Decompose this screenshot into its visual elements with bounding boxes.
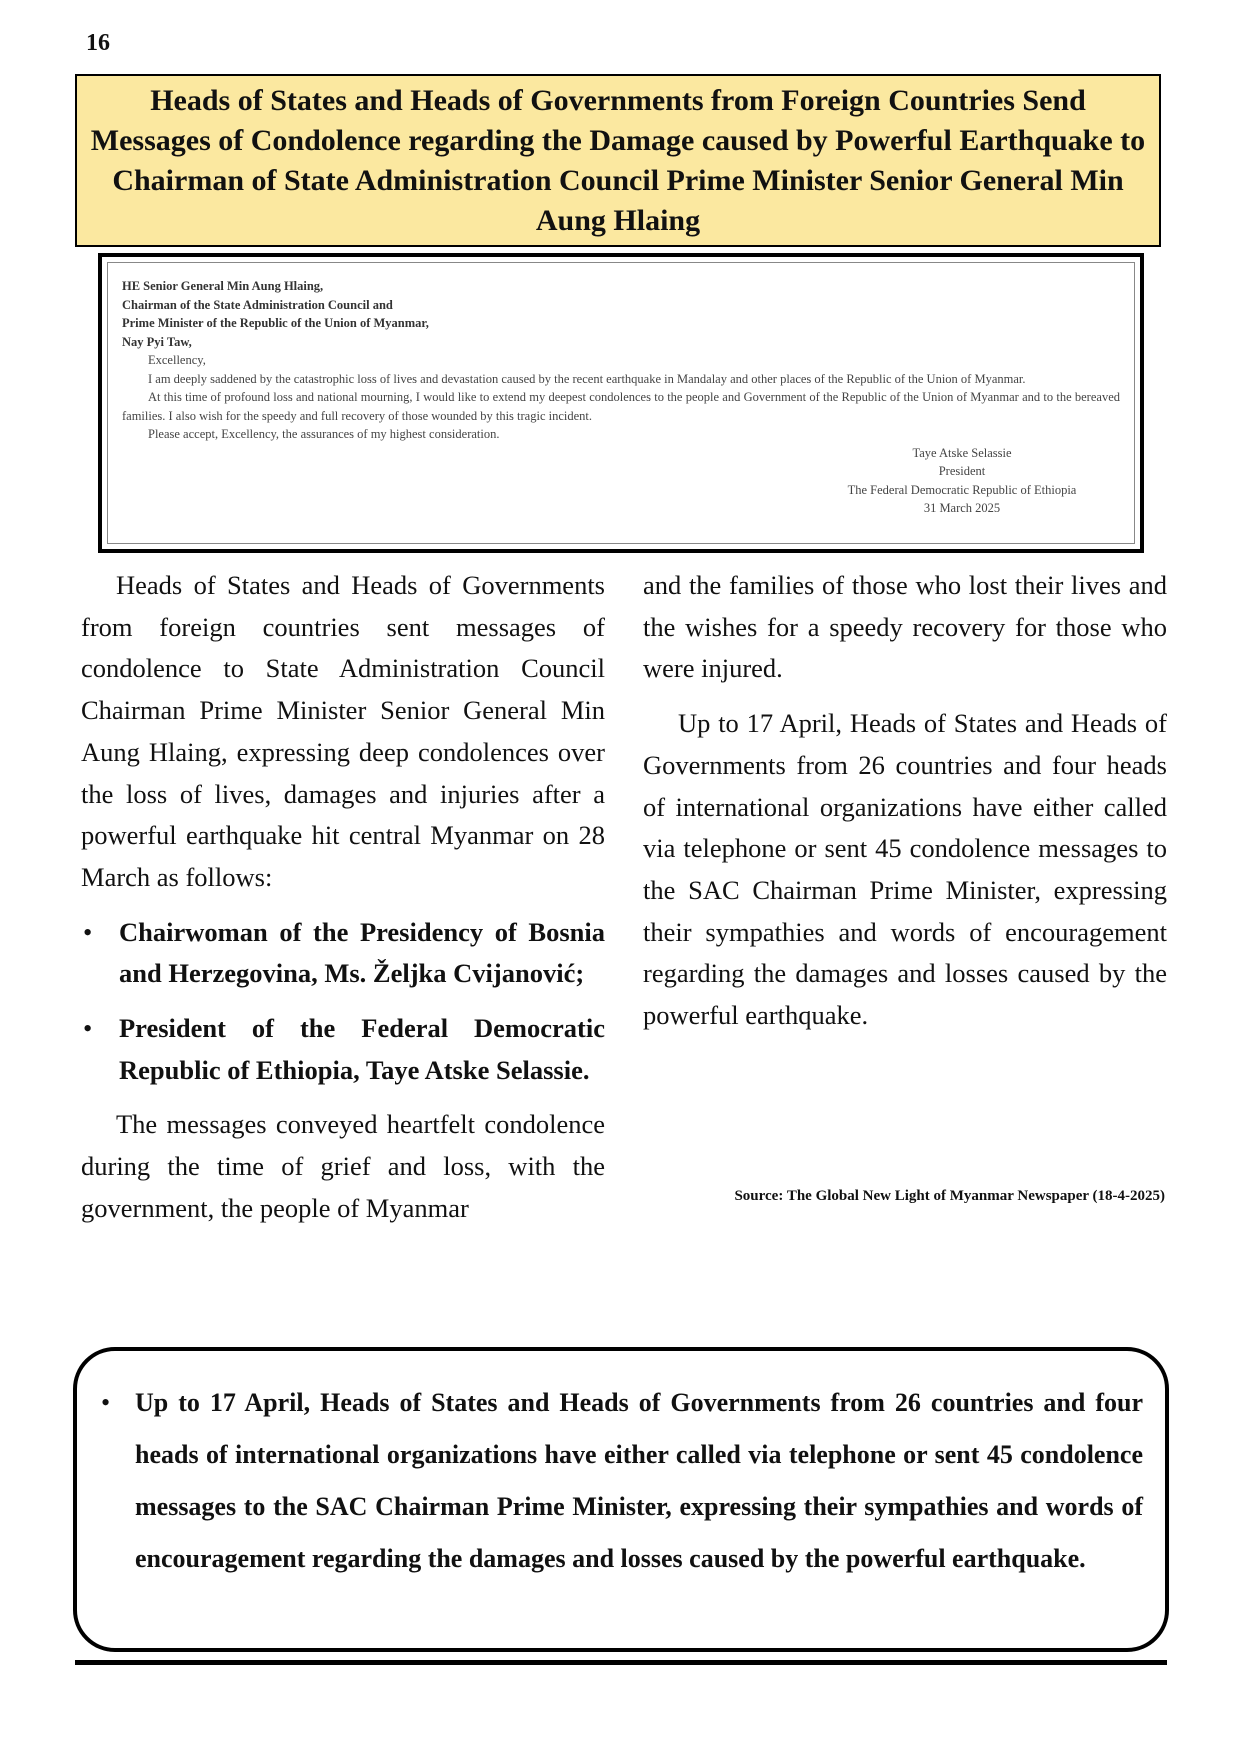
headline-box: [75, 74, 1161, 247]
sender-list: [81, 912, 605, 1092]
letter-paragraph: I am deeply saddened by the catastrophic loss of lives and devastation caused by the recent earthquake in Mandalay and other places of the Republic of the Union of Myanmar.: [148, 371, 1026, 386]
letter-signature-title: President: [938, 464, 986, 478]
letter-address-line: HE Senior General Min Aung Hlaing,: [122, 279, 324, 293]
article-intro: Heads of States and Heads of Governments from foreign countries sent messages of condolence to State Administration Council Chairman Prime Minister Senior General Min Aung Hlaing, expressing deep condolences over the loss of lives, damages and injuries after a powerful earthquake hit central Myanmar on 28 March as follows:: [81, 570, 605, 892]
letter-address-line: Chairman of the State Administration Council and: [122, 297, 393, 312]
letter-signature-country: The Federal Democratic Republic of Ethiopia: [847, 482, 1077, 497]
headline-title: Heads of States and Heads of Governments from Foreign Countries Send Messages of Condolence regarding the Damage caused by Powerful Earthquake to Chairman of State Administration Council Prime Minister Senior General Min Aung Hlaing: [90, 83, 1146, 237]
letter-content: [107, 262, 1135, 544]
summary-item: [99, 1377, 1143, 1585]
page-number: 16: [86, 30, 110, 56]
summary-text: Up to 17 April, Heads of States and Heads of Governments from 26 countries and four heads of international organizations have either called via telephone or sent 45 condolence messages to the SAC Chairman Prime Minister, expressing their sympathies and words of encouragement regarding the damages and losses caused by the powerful earthquake.: [135, 1388, 1143, 1573]
sender-list-item: • President of the Federal Democratic Republic of Ethiopia, Taye Atske Selassie.: [81, 1008, 605, 1091]
footer-rule: [75, 1660, 1167, 1665]
article-paragraph: Up to 17 April, Heads of States and Heads of Governments from 26 countries and four heads of international organizations have either called via telephone or sent 45 condolence messages to the SAC Chairman Prime Minister, expressing their sympathies and words of encouragement regarding the damages and losses caused by the powerful earthquake.: [643, 708, 1167, 1031]
article-column-left: [81, 565, 605, 1243]
condolence-letter-image: [98, 253, 1144, 553]
source-credit: Source: The Global New Light of Myanmar Newspaper (18-4-2025): [734, 1188, 1165, 1204]
letter-address-line: Nay Pyi Taw,: [122, 334, 192, 349]
article-paragraph-continued: and the families of those who lost their lives and the wishes for a speedy recovery for those who were injured.: [643, 570, 1167, 684]
summary-box: [73, 1347, 1169, 1652]
letter-salutation: Excellency,: [148, 353, 206, 367]
letter-paragraph: At this time of profound loss and national mourning, I would like to extend my deepest condolences to the people and Government of the Republic of the Union of Myanmar and to the bereaved families. I also wish for the speedy and full recovery of those wounded by this tragic incident.: [122, 390, 1120, 423]
bullet-icon: •: [101, 1388, 111, 1417]
letter-signature-date: 31 March 2025: [923, 501, 1001, 515]
article-column-right: [643, 565, 1167, 1050]
sender-list-item: • Chairwoman of the Presidency of Bosnia and Herzegovina, Ms. Željka Cvijanović;: [81, 912, 605, 995]
letter-address-line: Prime Minister of the Republic of the Union of Myanmar,: [122, 316, 429, 330]
letter-signature-name: Taye Atske Selassie: [912, 445, 1012, 460]
article-paragraph: The messages conveyed heartfelt condolence during the time of grief and loss, with the government, the people of Myanmar: [81, 1109, 605, 1223]
letter-paragraph: Please accept, Excellency, the assurances of my highest consideration.: [148, 427, 500, 441]
